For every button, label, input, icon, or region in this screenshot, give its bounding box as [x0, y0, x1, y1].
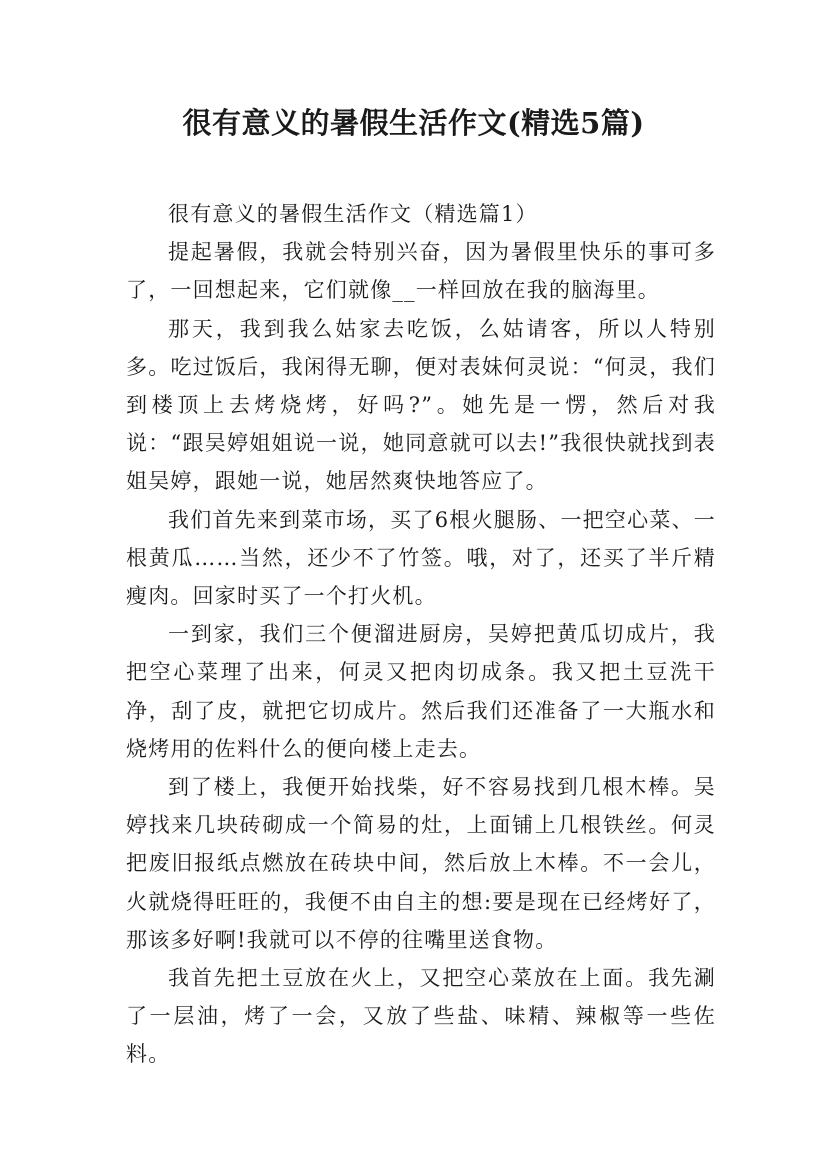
paragraph: 那天，我到我么姑家去吃饭，么姑请客，所以人特别多。吃过饭后，我闲得无聊，便对表妹何灵说：“何灵，我们到楼顶上去烤烧烤，好吗?”。她先是一愣，然后对我说：“跟吴婷姐姐说一说，她同意就可以去!”我很快就找到表姐吴婷，跟她一说，她居然爽快地答应了。: [126, 316, 716, 494]
section-heading: 很有意义的暑假生活作文（精选篇1）: [168, 202, 538, 226]
document-body: [126, 195, 716, 1074]
paragraph: 提起暑假，我就会特别兴奋，因为暑假里快乐的事可多了，一回想起来，它们就像__一样回放在我的脑海里。: [126, 240, 716, 303]
paragraph: 我们首先来到菜市场，买了6根火腿肠、一把空心菜、一根黄瓜……当然，还少不了竹签。哦，对了，还买了半斤精瘦肉。回家时买了一个打火机。: [126, 507, 716, 609]
paragraph: 我首先把土豆放在火上，又把空心菜放在上面。我先涮了一层油，烤了一会，又放了些盐、味精、辣椒等一些佐料。: [126, 966, 716, 1067]
document-title: 很有意义的暑假生活作文(精选5篇): [182, 106, 645, 140]
paragraph: 到了楼上，我便开始找柴，好不容易找到几根木棒。吴婷找来几块砖砌成一个简易的灶，上面铺上几根铁丝。何灵把废旧报纸点燃放在砖块中间，然后放上木棒。不一会儿，火就烧得旺旺的，我便不由自主的想:要是现在已经烤好了，那该多好啊!我就可以不停的往嘴里送食物。: [126, 775, 716, 952]
paragraph: 一到家，我们三个便溜进厨房，吴婷把黄瓜切成片，我把空心菜理了出来，何灵又把肉切成条。我又把土豆洗干净，刮了皮，就把它切成片。然后我们还准备了一大瓶水和烧烤用的佐料什么的便向楼上走去。: [126, 622, 716, 761]
